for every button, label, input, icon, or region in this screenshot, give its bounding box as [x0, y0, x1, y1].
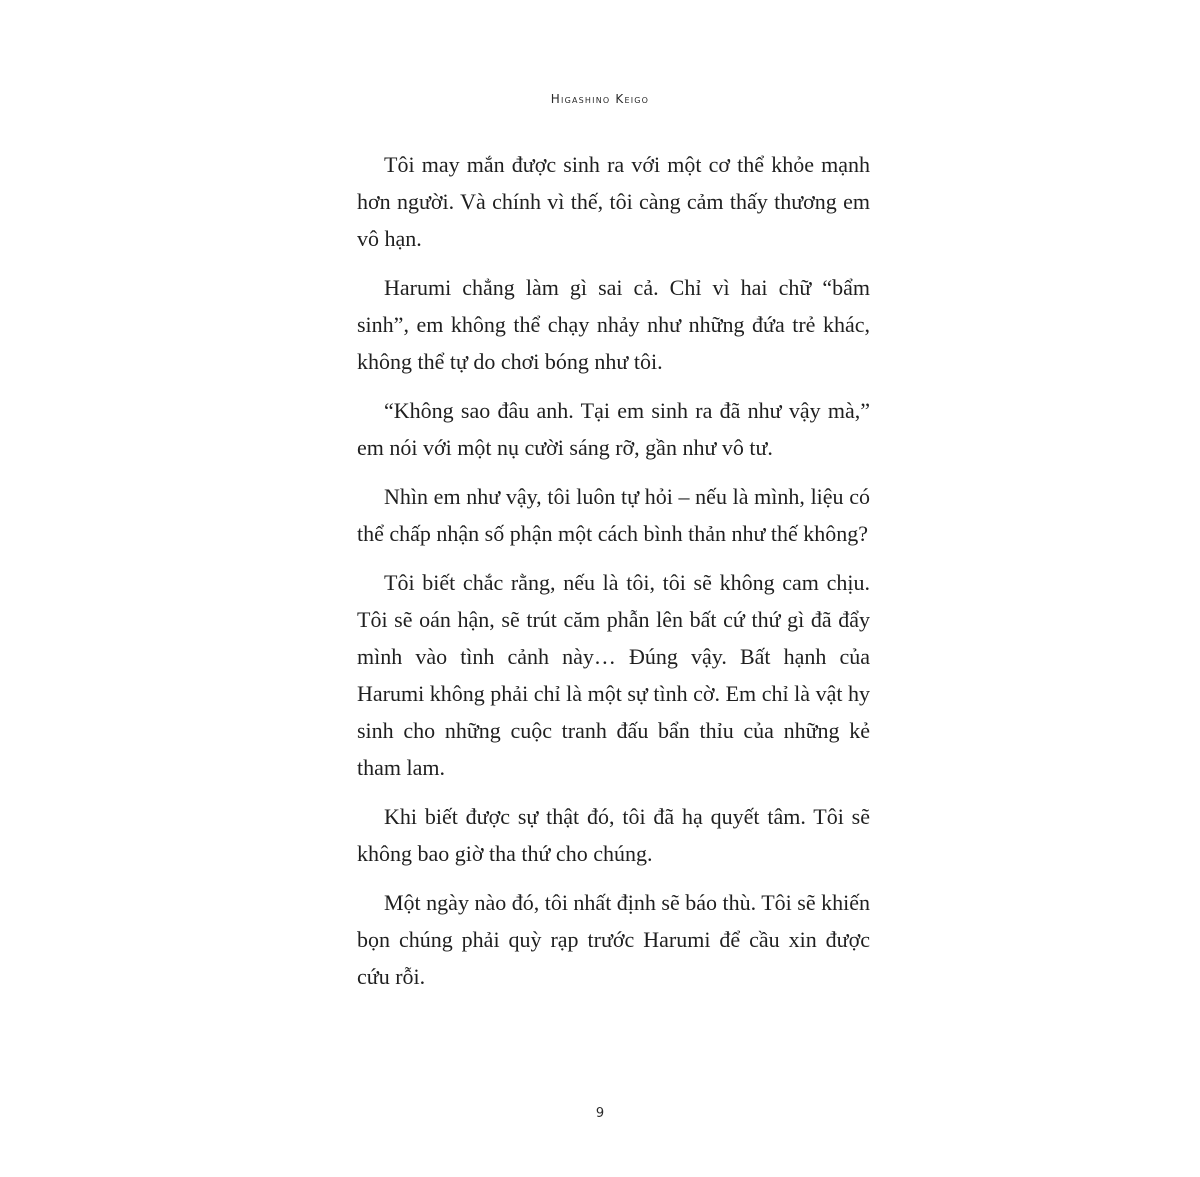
paragraph-6: Khi biết được sự thật đó, tôi đã hạ quyết tâm. Tôi sẽ không bao giờ tha thứ cho chúng.	[357, 804, 870, 866]
paragraph-7: Một ngày nào đó, tôi nhất định sẽ báo thù. Tôi sẽ khiến bọn chúng phải quỳ rạp trước Harumi để cầu xin được cứu rỗi.	[357, 890, 870, 989]
body-text	[357, 146, 870, 1007]
paragraph-2: Harumi chẳng làm gì sai cả. Chỉ vì hai chữ “bẩm sinh”, em không thể chạy nhảy như những đứa trẻ khác, không thể tự do chơi bóng như tôi.	[357, 275, 870, 374]
running-header-author: Higashino Keigo	[550, 92, 650, 106]
paragraph-1: Tôi may mắn được sinh ra với một cơ thể khỏe mạnh hơn người. Và chính vì thế, tôi càng cảm thấy thương em vô hạn.	[357, 152, 870, 251]
paragraph-5: Tôi biết chắc rằng, nếu là tôi, tôi sẽ không cam chịu. Tôi sẽ oán hận, sẽ trút căm phẫn lên bất cứ thứ gì đã đẩy mình vào tình cảnh này… Đúng vậy. Bất hạnh của Harumi không phải chỉ là một sự tình cờ. Em chỉ là vật hy sinh cho những cuộc tranh đấu bẩn thỉu của những kẻ tham lam.	[357, 570, 870, 780]
page-number: 9	[595, 1106, 605, 1121]
paragraph-3: “Không sao đâu anh. Tại em sinh ra đã như vậy mà,” em nói với một nụ cười sáng rỡ, gần như vô tư.	[357, 398, 870, 460]
paragraph-4: Nhìn em như vậy, tôi luôn tự hỏi – nếu là mình, liệu có thể chấp nhận số phận một cách bình thản như thế không?	[357, 484, 870, 546]
